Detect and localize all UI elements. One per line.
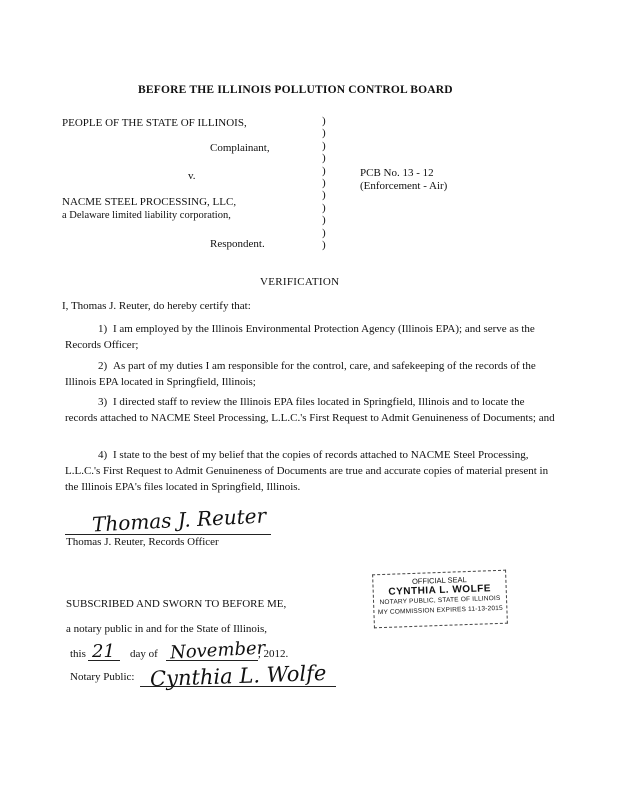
caption-defendant-desc: a Delaware limited liability corporation, <box>62 210 231 221</box>
official-seal-stamp: OFFICIAL SEAL CYNTHIA L. WOLFE NOTARY PUBLIC, STATE OF ILLINOIS MY COMMISSION EXPIRES 11-13-2015 <box>372 570 508 629</box>
month-handwritten: November <box>169 637 266 664</box>
verification-heading: VERIFICATION <box>260 276 340 288</box>
document-title: BEFORE THE ILLINOIS POLLUTION CONTROL BOARD <box>138 84 453 96</box>
officer-name-title: Thomas J. Reuter, Records Officer <box>66 536 219 548</box>
intro-statement: I, Thomas J. Reuter, do hereby certify that: <box>62 300 251 312</box>
officer-signature: Thomas J. Reuter <box>91 503 267 537</box>
caption-defendant: NACME STEEL PROCESSING, LLC, <box>62 196 237 208</box>
day-of-label: day of <box>130 648 158 660</box>
case-type: (Enforcement - Air) <box>360 180 448 192</box>
signature-line <box>65 534 271 535</box>
day-handwritten: 21 <box>92 641 115 662</box>
year-label: , 2012. <box>258 648 289 660</box>
item-1: 1) I am employed by the Illinois Environmental Protection Agency (Illinois EPA); and serve as the Records Officer; <box>65 323 535 351</box>
notary-signature: Cynthia L. Wolfe <box>149 660 327 692</box>
item-3: 3) I directed staff to review the Illinois EPA files located in Springfield, Illinois and to locate the records attached to NACME Steel Processing, L.L.C.'s First Request to Admit Genuineness of Documents; and <box>65 396 555 424</box>
this-label: this <box>70 648 86 660</box>
caption-versus: v. <box>188 170 196 182</box>
notary-public-line: a notary public in and for the State of Illinois, <box>66 623 268 635</box>
sworn-statement: SUBSCRIBED AND SWORN TO BEFORE ME, <box>66 598 287 610</box>
notary-public-label: Notary Public: <box>70 671 135 683</box>
caption-respondent: Respondent. <box>210 238 265 250</box>
caption-plaintiff: PEOPLE OF THE STATE OF ILLINOIS, <box>62 117 247 129</box>
notary-signature-line <box>140 686 336 687</box>
caption-parentheses: ) ) ) ) ) ) ) ) ) ) ) <box>322 115 326 251</box>
month-blank-line <box>166 660 258 661</box>
caption-complainant: Complainant, <box>210 142 270 154</box>
item-2: 2) As part of my duties I am responsible for the control, care, and safekeeping of the records of the Illinois EPA located in Springfield, Illinois; <box>65 360 536 388</box>
item-4: 4) I state to the best of my belief that the copies of records attached to NACME Steel Processing, L.L.C.'s First Request to Admit Genuineness of Documents are true and accurate copies of material present in the Illinois EPA's files located in Springfield, Illinois. <box>65 449 549 493</box>
case-number: PCB No. 13 - 12 <box>360 167 434 179</box>
day-blank-line <box>88 660 120 661</box>
